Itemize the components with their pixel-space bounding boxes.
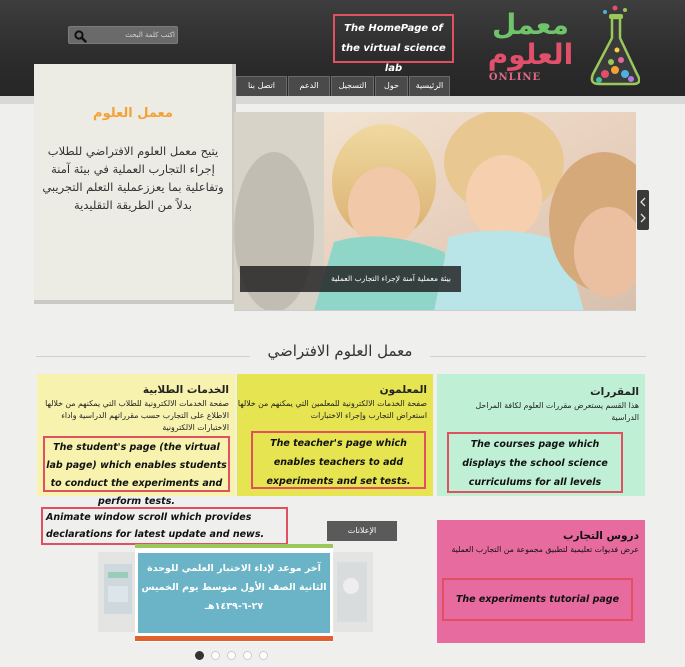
prev-slide-thumb [98, 552, 138, 632]
search-icon[interactable] [73, 29, 87, 43]
courses-callout: The courses page which displays the school science curriculums for all levels [447, 432, 623, 493]
homepage-callout: The HomePage of the virtual science lab [333, 14, 454, 63]
card-title: المقررات [590, 386, 639, 398]
scroll-callout: Animate window scroll which provides declarations for latest update and news. [41, 507, 288, 545]
search-box[interactable] [68, 26, 178, 44]
search-input[interactable] [91, 28, 175, 42]
nav-home[interactable]: الرئيسية [409, 76, 450, 96]
card-title: المعلمون [379, 384, 427, 396]
slider-nav-arrows[interactable] [637, 190, 649, 230]
carousel-dot[interactable] [195, 651, 204, 660]
card-description: صفحة الخدمات الالكترونية للمعلمين التي يمكنهم من خلالها استعراض التجارب وإجراء الاختبارات [237, 399, 427, 420]
nav-register[interactable]: التسجيل [331, 76, 374, 96]
carousel-dot[interactable] [259, 651, 268, 660]
section-title: معمل العلوم الافتراضي [250, 342, 430, 360]
carousel-dot[interactable] [227, 651, 236, 660]
card-title: دروس التجارب [562, 530, 639, 542]
notice-text: آخر موعد لإداء الاختبار العلمي للوحدة الثانية الصف الأول متوسط يوم الخميس ٢٧-٦-١٤٣٩هـ [138, 553, 330, 633]
nav-support[interactable]: الدعم [288, 76, 330, 96]
teachers-callout: The teacher's page which enables teachers to add experiments and set tests. [251, 431, 426, 489]
carousel-dot[interactable] [243, 651, 252, 660]
carousel-dot[interactable] [211, 651, 220, 660]
panel-text: يتيح معمل العلوم الافتراضي للطلاب إجراء التجارب العملية في بيئة آمنة وتفاعلية بما يعززعملية التعلم التجريبي بدلاً من الطريقة التقليدية [42, 144, 224, 212]
slider-caption: بيئة معملية آمنة لإجراء التجارب العملية [240, 266, 461, 292]
nav-contact[interactable]: اتصل بنا [236, 76, 287, 96]
chevron-arrows-icon[interactable] [637, 190, 649, 230]
nav-about[interactable]: حول [375, 76, 408, 96]
students-callout: The student's page (the virtual lab page) which enables students to conduct the experiments and perform tests. [43, 436, 230, 492]
card-description: عرض فديوات تعليمية لتطبيق مجموعة من التجارب العملية [451, 545, 639, 554]
card-description: صفحة الخدمات الالكترونية للطلاب التي يمكنهم من خلالها الاطلاع على التجارب حسب مقرراتهم الدراسية واداء الاختبارات الالكترونية [45, 399, 229, 432]
logo-wordmark: معمل العلوم [487, 8, 574, 71]
card-title: الخدمات الطلابية [142, 384, 229, 396]
logo-tagline: ONLINE [488, 72, 542, 83]
next-slide-thumb [333, 552, 373, 632]
announcements-tab[interactable]: الإعلانات [327, 521, 397, 541]
panel-title: معمل العلوم [93, 106, 173, 121]
experiments-callout: The experiments tutorial page [442, 578, 633, 621]
card-description: هذا القسم يستعرض مقررات العلوم لكافة المراحل الدراسية [475, 401, 639, 422]
